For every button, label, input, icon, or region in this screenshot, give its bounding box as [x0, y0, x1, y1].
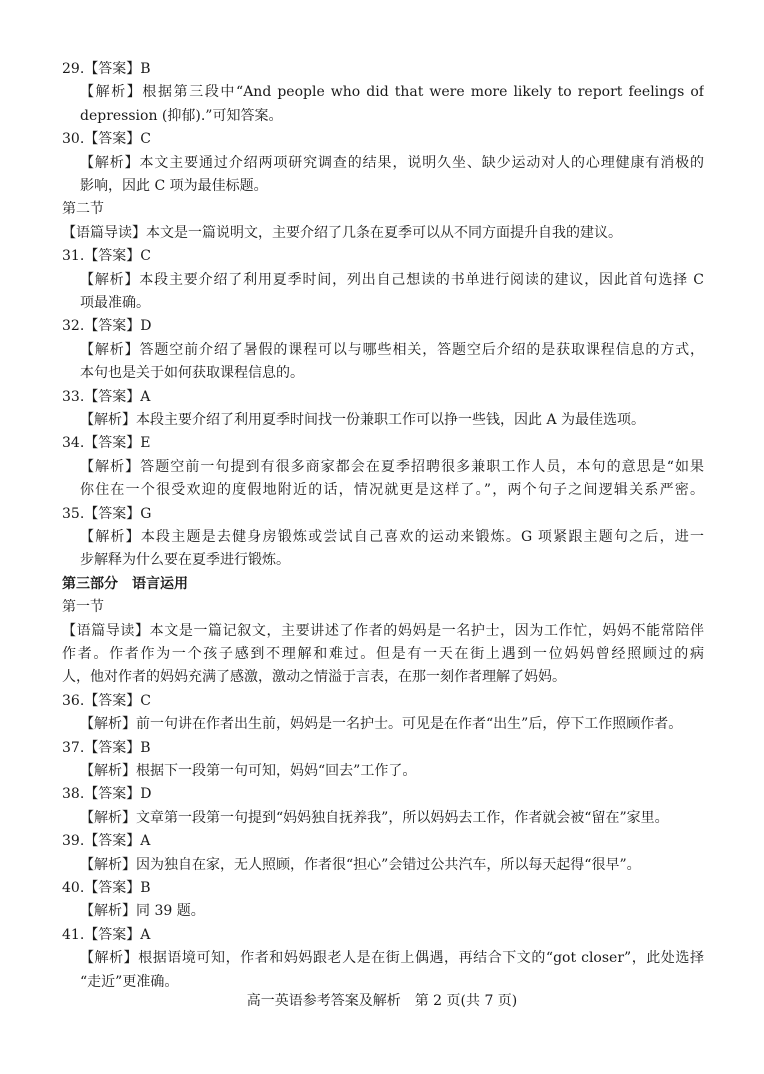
- text-line: 【解析】前一句讲在作者出生前，妈妈是一名护士。可见是在作者“出生”后，停下工作照顾作者。: [80, 716, 683, 733]
- text-line: 第二节: [62, 201, 104, 218]
- text-line: 【解析】根据第三段中“And people who did that were more likely to report feelings of: [80, 84, 704, 101]
- text-line: 第一节: [62, 599, 104, 616]
- text-line: 第三部分 语言运用: [62, 575, 188, 592]
- text-line: 【解析】根据下一段第一句可知，妈妈“回去”工作了。: [80, 763, 417, 779]
- text-line: 31.【答案】C: [62, 248, 151, 265]
- text-line: 本句也是关于如何获取课程信息的。: [80, 365, 304, 382]
- text-line: 【语篇导读】本文是一篇记叙文，主要讲述了作者的妈妈是一名护士，因为工作忙，妈妈不能常陪伴: [62, 622, 704, 639]
- text-line: 33.【答案】A: [62, 388, 151, 405]
- text-line: 29.【答案】B: [62, 61, 151, 77]
- text-line: 35.【答案】G: [62, 505, 152, 522]
- text-line: 34.【答案】E: [62, 435, 151, 452]
- text-line: 32.【答案】D: [62, 318, 152, 335]
- text-line: 【解析】同 39 题。: [80, 903, 205, 920]
- text-line: 41.【答案】A: [62, 926, 151, 943]
- text-line: 【解析】因为独自在家，无人照顾，作者很“担心”会错过公共汽车，所以每天起得“很早”。: [80, 856, 641, 873]
- text-line: 【解析】本段主题是去健身房锻炼或尝试自己喜欢的运动来锻炼。G 项紧跟主题句之后，进一: [80, 529, 704, 545]
- text-line: 人，他对作者的妈妈充满了感激，激动之情溢于言表，在那一刻作者理解了妈妈。: [62, 669, 566, 686]
- text-line: 30.【答案】C: [62, 131, 151, 148]
- text-line: 38.【答案】D: [62, 786, 152, 803]
- text-line: 39.【答案】A: [62, 833, 151, 850]
- text-line: 【语篇导读】本文是一篇说明文，主要介绍了几条在夏季可以从不同方面提升自我的建议。: [62, 224, 622, 241]
- text-line: “走近”更准确。: [80, 973, 179, 990]
- text-line: depression (抑郁).”可知答案。: [80, 107, 283, 124]
- text-line: 项最准确。: [80, 295, 150, 311]
- page-footer: 高一英语参考答案及解析 第 2 页(共 7 页): [246, 993, 518, 1009]
- text-line: 【解析】本文主要通过介绍两项研究调查的结果，说明久坐、缺少运动对人的心理健康有消极的: [80, 154, 704, 171]
- text-line: 36.【答案】C: [62, 692, 151, 709]
- text-line: 影响，因此 C 项为最佳标题。: [80, 178, 268, 194]
- text-line: 37.【答案】B: [62, 739, 151, 756]
- text-line: 【解析】本段主要介绍了利用夏季时间，列出自己想读的书单进行阅读的建议，因此首句选择 C: [80, 271, 704, 288]
- text-line: 【解析】文章第一段第一句提到“妈妈独自抚养我”，所以妈妈去工作，作者就会被“留在”家里。: [80, 809, 669, 826]
- text-line: 40.【答案】B: [62, 880, 151, 896]
- text-line: 【解析】答题空前介绍了暑假的课程可以与哪些相关，答题空后介绍的是获取课程信息的方式，: [80, 341, 704, 358]
- text-line: 【解析】答题空前一句提到有很多商家都会在夏季招聘很多兼职工作人员，本句的意思是“如果: [80, 458, 704, 475]
- text-line: 【解析】本段主要介绍了利用夏季时间找一份兼职工作可以挣一些钱，因此 A 为最佳选项。: [80, 412, 646, 428]
- text-line: 作者。作者作为一个孩子感到不理解和难过。但是有一天在街上遇到一位妈妈曾经照顾过的病: [62, 646, 704, 662]
- text-line: 你住在一个很受欢迎的度假地附近的话，情况就更是这样了。”，两个句子之间逻辑关系严密。: [80, 482, 704, 499]
- text-line: 步解释为什么要在夏季进行锻炼。: [80, 552, 290, 569]
- text-line: 【解析】根据语境可知，作者和妈妈跟老人是在街上偶遇，再结合下文的“got closer”，此处选择: [80, 950, 704, 967]
